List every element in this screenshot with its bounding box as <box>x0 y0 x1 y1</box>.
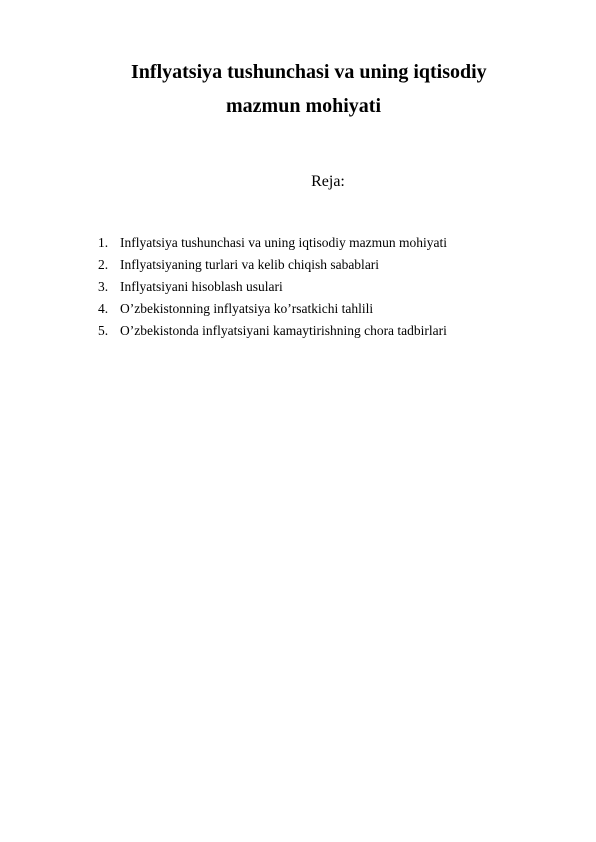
plan-list <box>98 233 447 343</box>
document-title-line-2: mazmun mohiyati <box>226 95 381 117</box>
plan-item-number: 2. <box>98 257 109 272</box>
plan-item-3 <box>98 277 447 299</box>
plan-item-number: 1. <box>98 235 109 250</box>
plan-item-text: Inflyatsiyani hisoblash usulari <box>120 279 283 294</box>
plan-item-number: 5. <box>98 323 109 338</box>
plan-item-text: O’zbekistonda inflyatsiyani kamaytirishning chora tadbirlari <box>120 323 447 338</box>
plan-item-number: 4. <box>98 301 109 316</box>
plan-item-5 <box>98 321 447 343</box>
plan-item-text: O’zbekistonning inflyatsiya ko’rsatkichi tahlili <box>120 301 374 316</box>
plan-item-1 <box>98 233 447 255</box>
plan-heading: Reja: <box>311 173 345 190</box>
plan-item-text: Inflyatsiya tushunchasi va uning iqtisodiy mazmun mohiyati <box>120 235 447 250</box>
document-title-line-1: Inflyatsiya tushunchasi va uning iqtisodiy <box>131 61 487 83</box>
plan-item-2 <box>98 255 447 277</box>
plan-item-4 <box>98 299 447 321</box>
plan-item-text: Inflyatsiyaning turlari va kelib chiqish sabablari <box>120 257 380 272</box>
plan-item-number: 3. <box>98 279 109 294</box>
